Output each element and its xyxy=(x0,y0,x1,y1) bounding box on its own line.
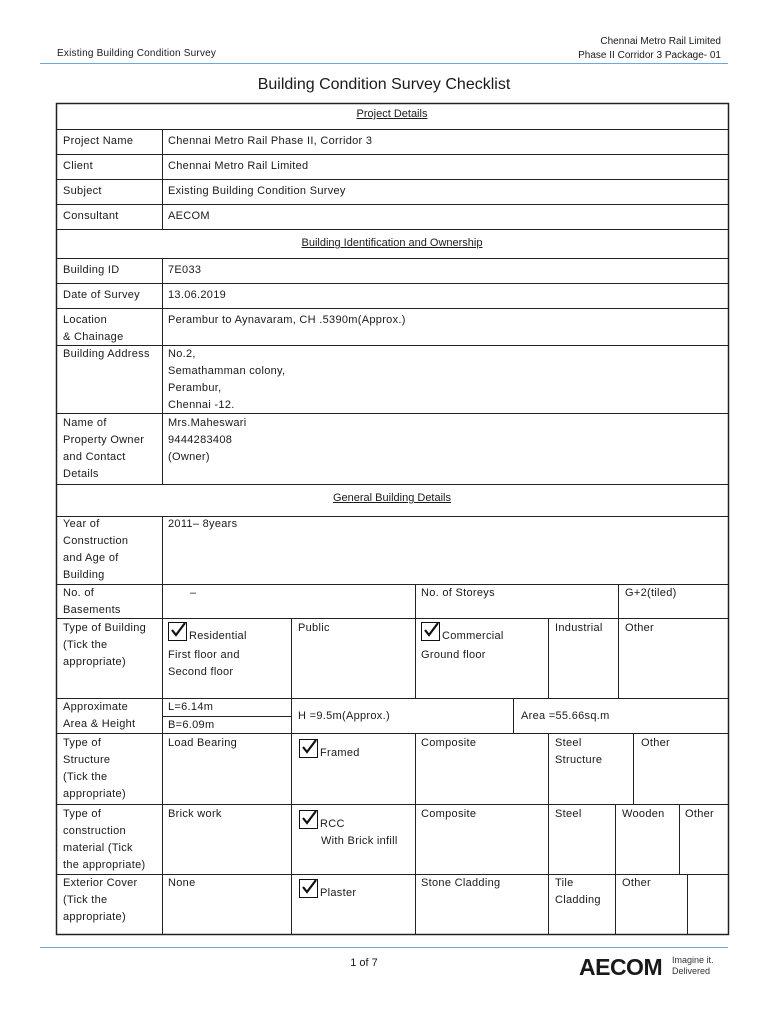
material-label-line4: the appropriate) xyxy=(63,859,146,871)
footer-divider xyxy=(40,947,728,948)
material-label xyxy=(63,806,145,874)
option-rcc[interactable] xyxy=(299,810,345,829)
basements-value: – xyxy=(190,587,197,599)
steel-structure-line2: Structure xyxy=(555,754,603,766)
consultant-value: AECOM xyxy=(168,210,210,222)
exterior-label xyxy=(63,875,138,926)
owner-phone: 9444283408 xyxy=(168,434,233,446)
year-value: 2011– 8years xyxy=(168,518,238,530)
commercial-note: Ground floor xyxy=(421,649,486,661)
option-industrial[interactable]: Industrial xyxy=(555,622,603,634)
subject-value: Existing Building Condition Survey xyxy=(168,185,346,197)
option-public[interactable]: Public xyxy=(298,622,330,634)
tile-cladding-line2: Cladding xyxy=(555,894,601,906)
basements-label-line2: Basements xyxy=(63,604,121,616)
building-type-label-line3: appropriate) xyxy=(63,656,126,668)
option-framed-label: Framed xyxy=(320,747,360,759)
option-load-bearing[interactable]: Load Bearing xyxy=(168,737,238,749)
address-line1: No.2, xyxy=(168,348,196,360)
structure-label-line2: Structure xyxy=(63,754,111,766)
tile-cladding-line1: Tile xyxy=(555,877,574,889)
height-value: H =9.5m(Approx.) xyxy=(298,710,390,722)
location-label-line2: & Chainage xyxy=(63,331,124,343)
tagline-line2: Delivered xyxy=(672,966,711,976)
structure-label xyxy=(63,735,126,803)
year-label-line1: Year of xyxy=(63,518,100,530)
option-steel-structure[interactable] xyxy=(555,735,602,769)
tagline-line1: Imagine it. xyxy=(672,955,714,965)
year-label xyxy=(63,516,128,584)
option-steel-material[interactable]: Steel xyxy=(555,808,582,820)
year-label-line3: and Age of xyxy=(63,552,119,564)
option-brick-work[interactable]: Brick work xyxy=(168,808,222,820)
option-stone-cladding[interactable]: Stone Cladding xyxy=(421,877,501,889)
basements-label xyxy=(63,585,121,619)
survey-date-label: Date of Survey xyxy=(63,289,140,301)
option-tile-cladding[interactable] xyxy=(555,875,601,909)
residential-note-line1: First floor and xyxy=(168,649,240,661)
address-line4: Chennai -12. xyxy=(168,399,235,411)
project-name-value: Chennai Metro Rail Phase II, Corridor 3 xyxy=(168,135,373,147)
material-label-line1: Type of xyxy=(63,808,102,820)
option-composite-material[interactable]: Composite xyxy=(421,808,477,820)
address-value xyxy=(168,346,285,414)
survey-date-value: 13.06.2019 xyxy=(168,289,227,301)
aecom-logo: AECOM xyxy=(579,954,663,980)
page-number: 1 of 7 xyxy=(350,957,378,969)
option-other-building[interactable]: Other xyxy=(625,622,655,634)
address-line3: Perambur, xyxy=(168,382,222,394)
option-framed[interactable] xyxy=(299,739,360,758)
building-id-label: Building ID xyxy=(63,264,120,276)
year-label-line4: Building xyxy=(63,569,105,581)
area-label xyxy=(63,699,135,733)
client-label: Client xyxy=(63,160,93,172)
building-id-value: 7E033 xyxy=(168,264,202,276)
location-label xyxy=(63,312,124,346)
option-residential-label: Residential xyxy=(189,630,247,642)
breadth-value: B=6.09m xyxy=(168,719,215,731)
checkbox-checked-icon[interactable] xyxy=(299,879,318,898)
project-name-label: Project Name xyxy=(63,135,134,147)
building-type-label xyxy=(63,620,146,671)
section-building-identification: Building Identification and Ownership xyxy=(301,237,483,249)
length-value: L=6.14m xyxy=(168,701,214,713)
option-other-exterior[interactable]: Other xyxy=(622,877,652,889)
section-general-building-details: General Building Details xyxy=(332,492,451,504)
option-other-material[interactable]: Other xyxy=(685,808,715,820)
client-value: Chennai Metro Rail Limited xyxy=(168,160,309,172)
structure-label-line3: (Tick the xyxy=(63,771,108,783)
location-label-line1: Location xyxy=(63,314,107,326)
header-right-line2: Phase II Corridor 3 Package- 01 xyxy=(578,50,721,61)
consultant-label: Consultant xyxy=(63,210,119,222)
exterior-label-line3: appropriate) xyxy=(63,911,126,923)
exterior-label-line2: (Tick the xyxy=(63,894,108,906)
structure-label-line4: appropriate) xyxy=(63,788,126,800)
building-type-label-line1: Type of Building xyxy=(63,622,147,634)
owner-label-line4: Details xyxy=(63,468,99,480)
document-title: Building Condition Survey Checklist xyxy=(257,76,511,93)
address-label: Building Address xyxy=(63,348,150,360)
subject-label: Subject xyxy=(63,185,102,197)
option-plaster[interactable] xyxy=(299,879,356,898)
material-label-line2: construction xyxy=(63,825,126,837)
checkbox-checked-icon[interactable] xyxy=(299,739,318,758)
section-project-details: Project Details xyxy=(356,108,428,120)
area-label-line2: Area & Height xyxy=(63,718,136,730)
storeys-label: No. of Storeys xyxy=(421,587,495,599)
logo-tagline xyxy=(672,955,714,977)
storeys-value: G+2(tiled) xyxy=(625,587,677,599)
area-value: Area =55.66sq.m xyxy=(521,710,610,722)
option-wooden[interactable]: Wooden xyxy=(622,808,665,820)
option-plaster-label: Plaster xyxy=(320,887,357,899)
owner-name: Mrs.Maheswari xyxy=(168,417,247,429)
owner-label xyxy=(63,415,144,483)
steel-structure-line1: Steel xyxy=(555,737,582,749)
owner-value xyxy=(168,415,246,466)
owner-role: (Owner) xyxy=(168,451,210,463)
exterior-label-line1: Exterior Cover xyxy=(63,877,138,889)
basements-label-line1: No. of xyxy=(63,587,95,599)
checkbox-checked-icon[interactable] xyxy=(299,810,318,829)
area-label-line1: Approximate xyxy=(63,701,129,713)
option-commercial-label: Commercial xyxy=(442,630,504,642)
owner-label-line1: Name of xyxy=(63,417,107,429)
residential-note-line2: Second floor xyxy=(168,666,234,678)
option-other-structure[interactable]: Other xyxy=(641,737,671,749)
header-left: Existing Building Condition Survey xyxy=(57,48,217,59)
owner-label-line3: and Contact xyxy=(63,451,126,463)
rcc-note: With Brick infill xyxy=(321,835,398,847)
header-right-line1: Chennai Metro Rail Limited xyxy=(600,36,721,47)
option-composite-structure[interactable]: Composite xyxy=(421,737,477,749)
material-label-line3: material (Tick xyxy=(63,842,133,854)
checkbox-checked-icon[interactable] xyxy=(421,622,440,641)
year-label-line2: Construction xyxy=(63,535,129,547)
owner-label-line2: Property Owner xyxy=(63,434,145,446)
building-type-label-line2: (Tick the xyxy=(63,639,108,651)
option-commercial[interactable] xyxy=(421,622,504,641)
location-value: Perambur to Aynavaram, CH .5390m(Approx.) xyxy=(168,314,406,326)
option-none[interactable]: None xyxy=(168,877,196,889)
checkbox-checked-icon[interactable] xyxy=(168,622,187,641)
option-residential[interactable] xyxy=(168,622,247,641)
residential-note xyxy=(168,647,240,681)
address-line2: Semathamman colony, xyxy=(168,365,286,377)
structure-label-line1: Type of xyxy=(63,737,102,749)
option-rcc-label: RCC xyxy=(320,818,345,830)
